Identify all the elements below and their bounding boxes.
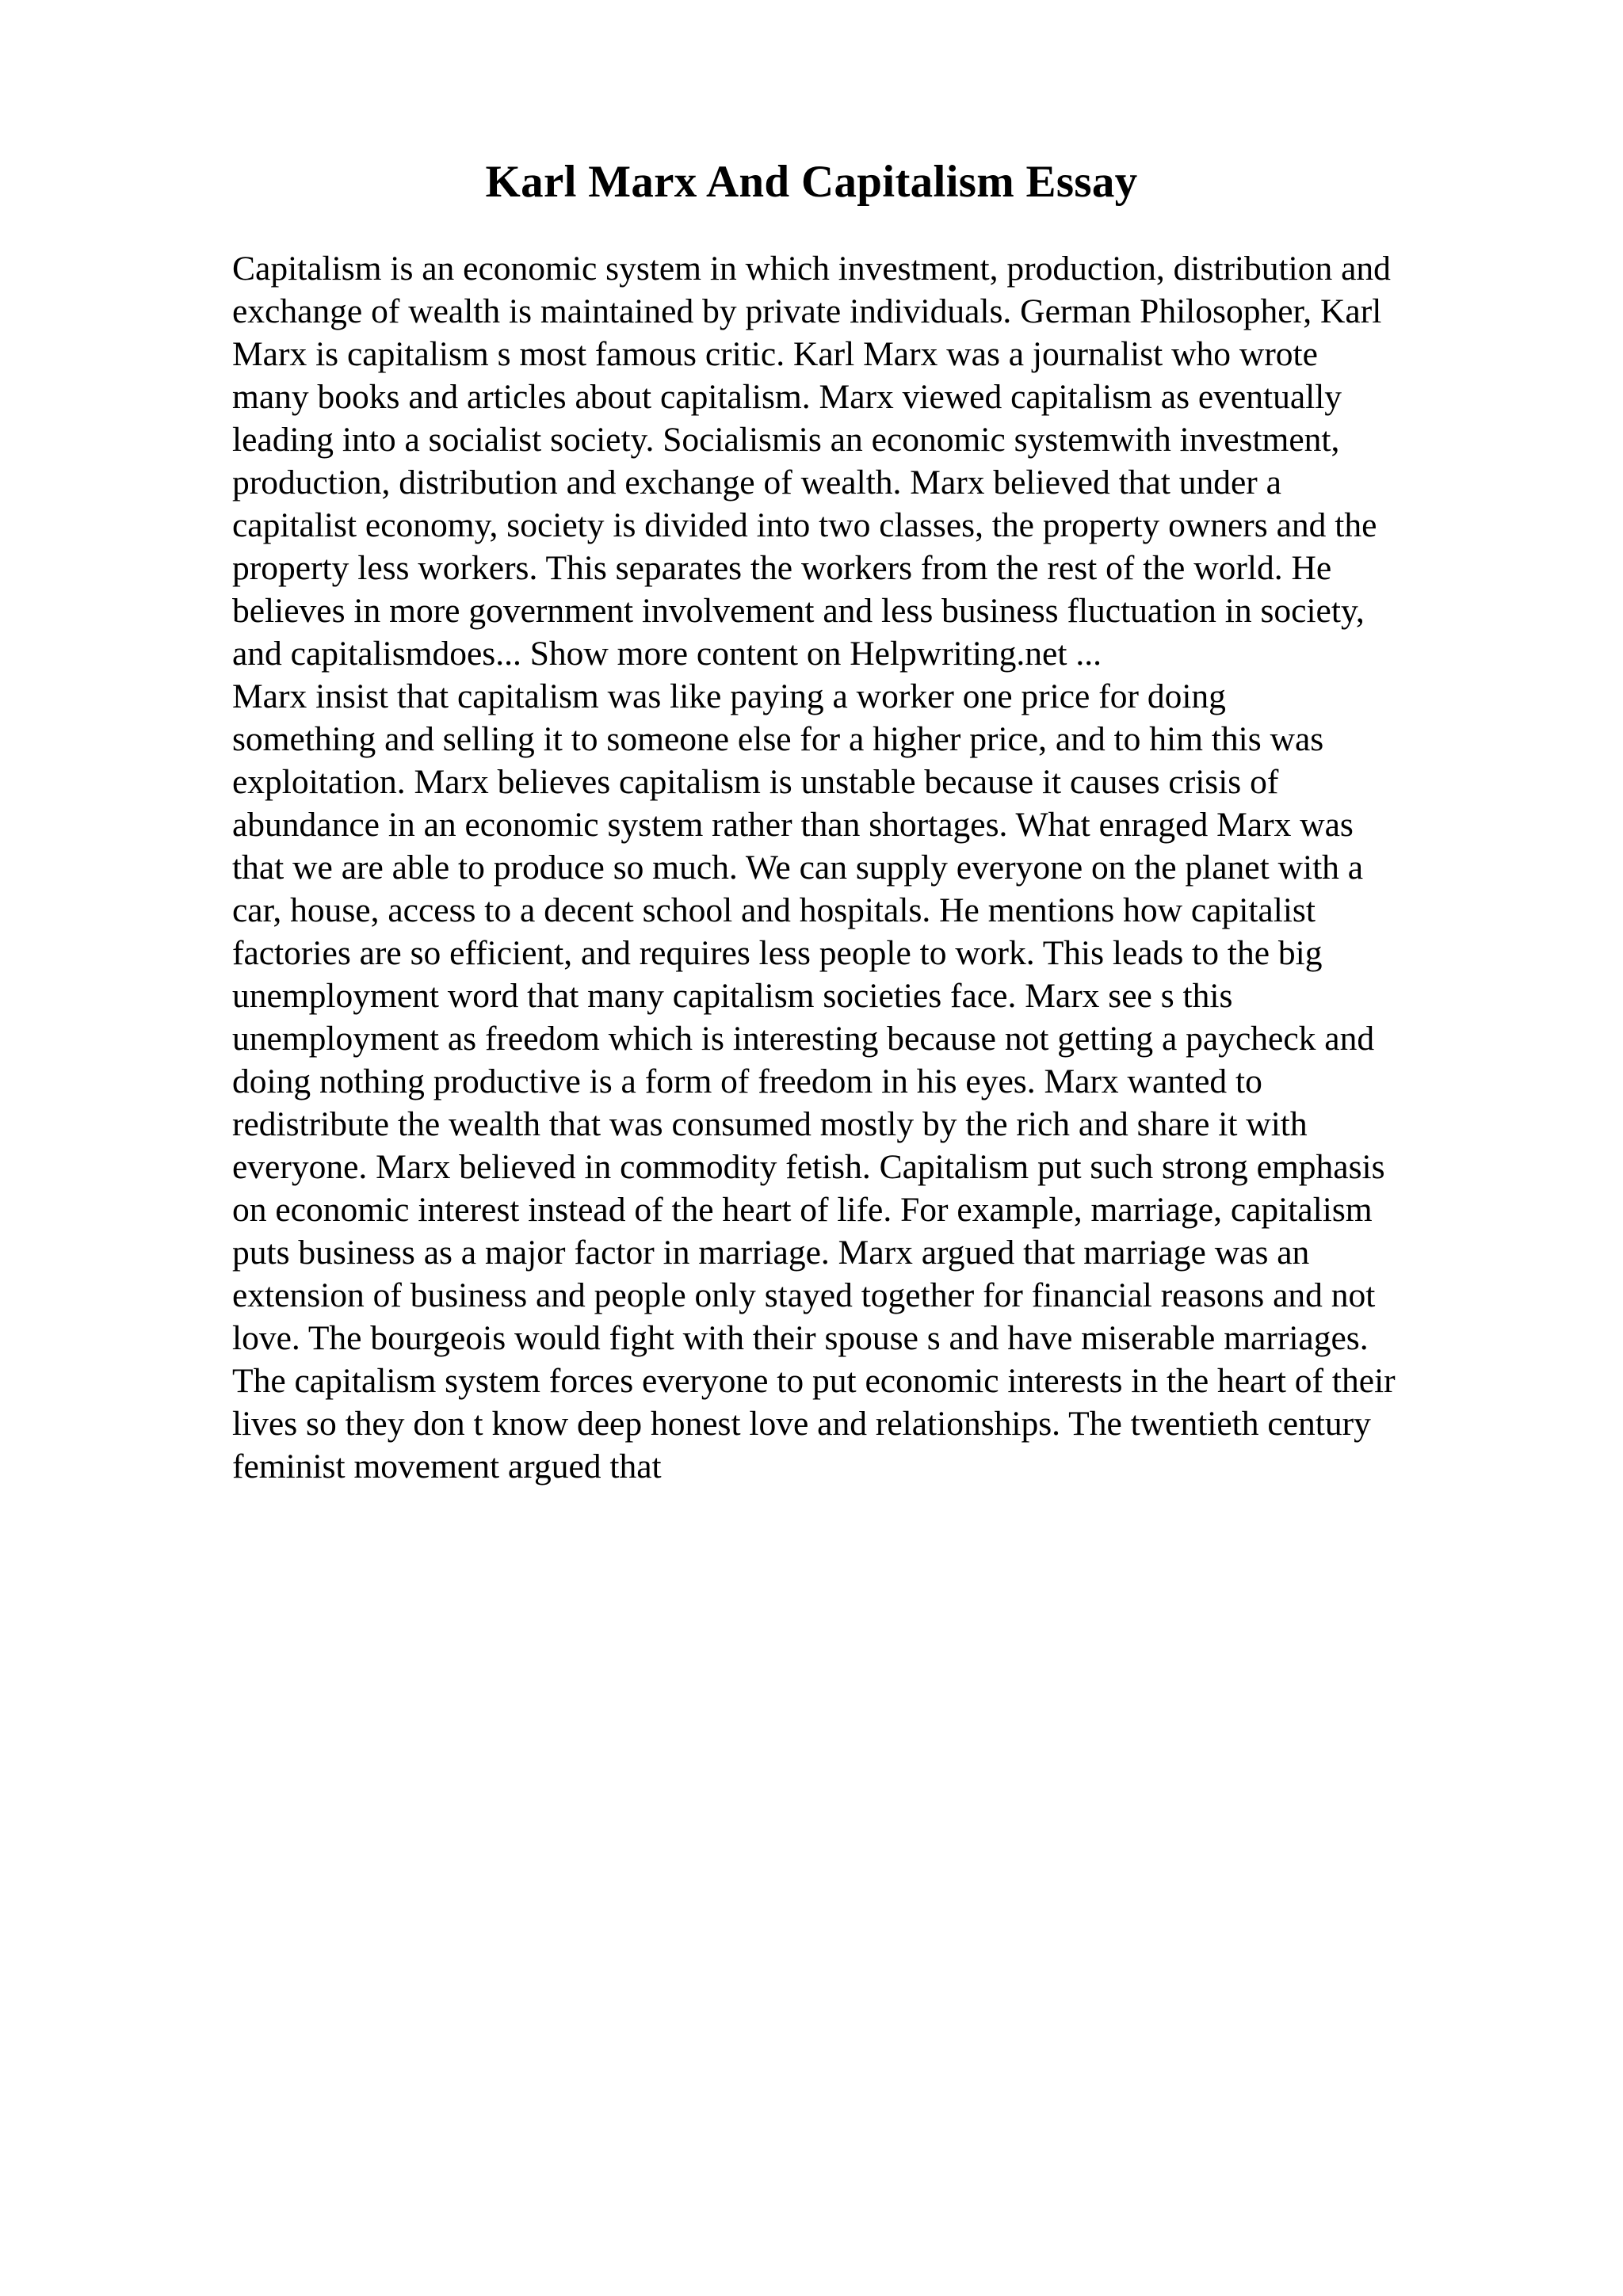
body-line: abundance in an economic system rather than shortages. What enraged Marx was: [232, 806, 1354, 844]
body-line: unemployment as freedom which is interesting because not getting a paycheck and: [232, 1020, 1375, 1058]
body-line: redistribute the wealth that was consumed mostly by the rich and share it with: [232, 1105, 1308, 1143]
essay-body: [232, 247, 1508, 1488]
body-line: capitalist economy, society is divided into two classes, the property owners and the: [232, 506, 1377, 544]
body-line: that we are able to produce so much. We can supply everyone on the planet with a: [232, 849, 1364, 887]
body-line: and capitalismdoes... Show more content on Helpwriting.net ...: [232, 635, 1102, 673]
body-line: on economic interest instead of the heart of life. For example, marriage, capitalism: [232, 1191, 1373, 1229]
body-line: love. The bourgeois would fight with their spouse s and have miserable marriages.: [232, 1319, 1369, 1357]
body-line: Marx is capitalism s most famous critic. Karl Marx was a journalist who wrote: [232, 335, 1318, 373]
body-line: Capitalism is an economic system in which investment, production, distribution and: [232, 250, 1391, 288]
body-line: factories are so efficient, and requires less people to work. This leads to the big: [232, 934, 1323, 972]
body-line: production, distribution and exchange of wealth. Marx believed that under a: [232, 463, 1281, 502]
body-line: exchange of wealth is maintained by private individuals. German Philosopher, Karl: [232, 292, 1382, 330]
body-line: everyone. Marx believed in commodity fetish. Capitalism put such strong emphasis: [232, 1148, 1385, 1186]
body-line: believes in more government involvement and less business fluctuation in society,: [232, 592, 1365, 630]
body-line: extension of business and people only stayed together for financial reasons and not: [232, 1276, 1376, 1314]
body-line: property less workers. This separates the workers from the rest of the world. He: [232, 549, 1332, 587]
body-line: puts business as a major factor in marriage. Marx argued that marriage was an: [232, 1234, 1310, 1272]
body-line: The capitalism system forces everyone to put economic interests in the heart of their: [232, 1362, 1396, 1400]
document-title: Karl Marx And Capitalism Essay: [485, 157, 1138, 207]
body-line: exploitation. Marx believes capitalism is unstable because it causes crisis of: [232, 763, 1279, 801]
body-line: lives so they don t know deep honest love and relationships. The twentieth century: [232, 1405, 1371, 1443]
body-line: feminist movement argued that: [232, 1447, 662, 1486]
body-line: Marx insist that capitalism was like paying a worker one price for doing: [232, 677, 1226, 715]
body-line: doing nothing productive is a form of freedom in his eyes. Marx wanted to: [232, 1062, 1262, 1100]
body-line: leading into a socialist society. Socialismis an economic systemwith investment,: [232, 421, 1340, 459]
body-line: car, house, access to a decent school and hospitals. He mentions how capitalist: [232, 891, 1316, 929]
body-line: unemployment word that many capitalism societies face. Marx see s this: [232, 977, 1233, 1015]
body-line: something and selling it to someone else for a higher price, and to him this was: [232, 720, 1324, 758]
body-line: many books and articles about capitalism. Marx viewed capitalism as eventually: [232, 378, 1342, 416]
